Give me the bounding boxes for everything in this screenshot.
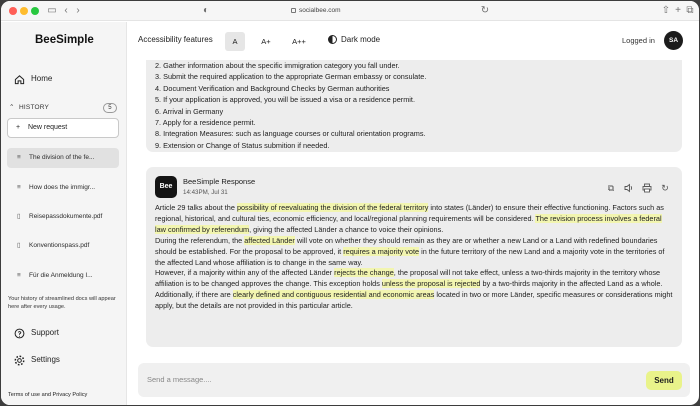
and-text: and — [41, 392, 51, 398]
sidebar — [1, 22, 127, 405]
share-icon[interactable]: ⇧ — [661, 5, 671, 16]
text-run: , the proposal will not take effect, unless a two-thirds majority in the territory whose affiliation is to be changed approves the change. This exception holds — [155, 268, 661, 289]
tab-overview-icon[interactable]: ⧉ — [686, 5, 694, 16]
highlight: affected Länder — [244, 235, 295, 245]
privacy-link[interactable]: Privacy Policy — [52, 392, 88, 398]
text-run: by a two-thirds majority in the affected Land as a whole. — [480, 279, 663, 289]
text-run: located in two or more Länder, specific measures or considerations might apply, but the details are not provided in this particular article. — [155, 290, 673, 311]
font-size-normal-button[interactable]: A — [225, 32, 245, 51]
speaker-icon[interactable] — [624, 183, 634, 193]
lock-icon — [291, 8, 296, 13]
paragraph — [155, 236, 673, 269]
list-item: 9. Extension or Change of Status submition if needed. — [155, 140, 330, 150]
text-run: into states (Länder) to ensure their effective functioning. Factors such as regional, historical, and cultural ties, economic efficiency, and local/regional planning requirements will be considered. — [155, 203, 664, 223]
logged-in-label: Logged in — [622, 36, 655, 45]
terms-link[interactable]: Terms of use — [8, 392, 41, 398]
forward-icon[interactable]: › — [76, 5, 80, 16]
response-title: BeeSimple Response — [183, 177, 256, 186]
regenerate-icon[interactable]: ↻ — [661, 183, 669, 193]
document-icon: ▯ — [17, 242, 21, 249]
print-icon[interactable] — [642, 183, 652, 193]
list-item: 6. Arrival in Germany — [155, 106, 224, 116]
highlight: clearly defined and contiguous residential and economic areas — [232, 290, 435, 300]
history-label: HISTORY — [19, 104, 50, 111]
minimize-window-button[interactable] — [20, 7, 28, 15]
settings-label: Settings — [31, 355, 60, 364]
history-item-label: Reisepassdokumente.pdf — [29, 213, 103, 220]
sidebar-item-settings[interactable] — [13, 353, 60, 367]
reload-icon[interactable]: ↻ — [480, 5, 490, 16]
response-card — [146, 167, 682, 347]
font-size-large-button[interactable]: A+ — [261, 37, 271, 46]
history-item[interactable] — [7, 148, 119, 168]
text-lines-icon: ≡ — [17, 154, 21, 161]
new-request-label: New request — [27, 124, 68, 131]
new-request-button[interactable] — [7, 118, 119, 138]
list-item: 3. Submit the required application to the appropriate German embassy or consulate. — [155, 72, 427, 82]
send-button[interactable]: Send — [646, 371, 682, 390]
list-item: 8. Integration Measures: such as language courses or cultural orientation programs. — [155, 129, 426, 139]
sidebar-item-home[interactable] — [13, 72, 52, 86]
plus-icon: + — [16, 124, 21, 131]
browser-window — [1, 1, 699, 405]
text-lines-icon: ≡ — [17, 184, 21, 191]
text-run: Article 29 talks about the — [155, 203, 237, 212]
history-count-badge: 5 — [103, 103, 117, 113]
gear-icon — [13, 354, 25, 366]
message-composer[interactable] — [138, 363, 690, 397]
dark-mode-label: Dark mode — [341, 35, 381, 44]
dark-mode-toggle[interactable] — [328, 35, 380, 44]
history-item[interactable] — [7, 207, 119, 227]
avatar[interactable]: SA — [664, 31, 683, 50]
text-run: During the referendum, the — [155, 235, 245, 245]
text-run: will vote on whether they should remain as they are or whether a new Land or a Land with redefined boundaries should be established. For the proposal to be approved, it — [155, 235, 658, 256]
close-window-button[interactable] — [9, 7, 17, 15]
response-actions — [606, 183, 670, 193]
footer-links — [8, 392, 87, 398]
chat-area[interactable] — [128, 60, 699, 360]
sidebar-toggle-icon[interactable]: ▭ — [47, 5, 57, 16]
message-input[interactable]: Send a message.... — [147, 375, 212, 384]
paragraph — [155, 203, 673, 236]
font-size-xlarge-button[interactable]: A++ — [292, 37, 306, 46]
list-item: 4. Document Verification and Background Checks by German authorities — [155, 83, 390, 93]
history-item-label: The division of the fe... — [29, 154, 95, 161]
app-logo[interactable]: BeeSimple — [35, 34, 94, 46]
bee-avatar: Bee — [155, 176, 177, 198]
new-tab-icon[interactable]: + — [675, 5, 681, 16]
accessibility-label: Accessibility features — [138, 35, 213, 44]
sidebar-item-support[interactable] — [13, 326, 59, 340]
text-run: However, if a majority within any of the affected Länder — [155, 268, 335, 278]
text-run: , giving the affected Länder a chance to voice their opinions. — [249, 224, 444, 234]
home-icon — [13, 73, 25, 85]
highlight: requires a majority vote — [343, 246, 420, 256]
home-label: Home — [31, 74, 53, 83]
list-item: 2. Gather information about the specific immigration category you fall under. — [155, 61, 400, 70]
copy-icon[interactable]: ⧉ — [607, 183, 615, 193]
history-item-label: How does the immigr... — [29, 184, 96, 191]
paragraph — [155, 268, 673, 290]
history-item[interactable] — [7, 266, 119, 286]
back-icon[interactable]: ‹ — [64, 5, 68, 16]
highlight: The revision process involves a federal law confirmed by referendum — [155, 213, 662, 234]
zoom-window-button[interactable] — [31, 7, 39, 15]
support-label: Support — [31, 328, 60, 337]
response-timestamp: 14:43PM, Jul 31 — [183, 189, 228, 196]
document-icon: ▯ — [17, 213, 21, 220]
contrast-icon — [328, 35, 337, 44]
browser-toolbar — [1, 1, 699, 21]
highlight: unless the proposal is rejected — [381, 279, 481, 289]
history-item-label: Konventionspass.pdf — [29, 242, 90, 249]
list-item: 7. Apply for a residence permit. — [155, 118, 256, 128]
top-header — [128, 22, 699, 60]
highlight: rejects the change — [334, 268, 394, 278]
history-header[interactable] — [9, 102, 119, 114]
response-body — [155, 203, 673, 312]
address-bar[interactable] — [291, 4, 409, 18]
chevron-up-icon: ⌃ — [9, 104, 15, 111]
history-item[interactable] — [7, 236, 119, 256]
privacy-shield-icon[interactable]: ◐ — [202, 5, 210, 16]
text-run: in the future territory of the new Land and a majority vote in the territories of the affected Land whose affiliation is to change in the same way. — [155, 246, 665, 267]
steps-list — [155, 60, 426, 151]
help-circle-icon — [13, 327, 25, 339]
text-lines-icon: ≡ — [17, 272, 21, 279]
paragraph — [155, 290, 673, 312]
history-item[interactable] — [7, 178, 119, 198]
list-item: 5. If your application is approved, you will be issued a visa or a residence permit. — [155, 95, 415, 105]
history-item-label: Für die Anmeldung I... — [29, 272, 93, 279]
history-note: Your history of streamlined docs will appear here after every usage. — [8, 296, 116, 310]
text-run: Additionally, if there are — [155, 290, 233, 300]
previous-response-card — [146, 60, 682, 152]
highlight: possibility of reevaluating the division of the federal territory — [236, 203, 429, 212]
url-text: socialbee.com — [299, 7, 341, 14]
